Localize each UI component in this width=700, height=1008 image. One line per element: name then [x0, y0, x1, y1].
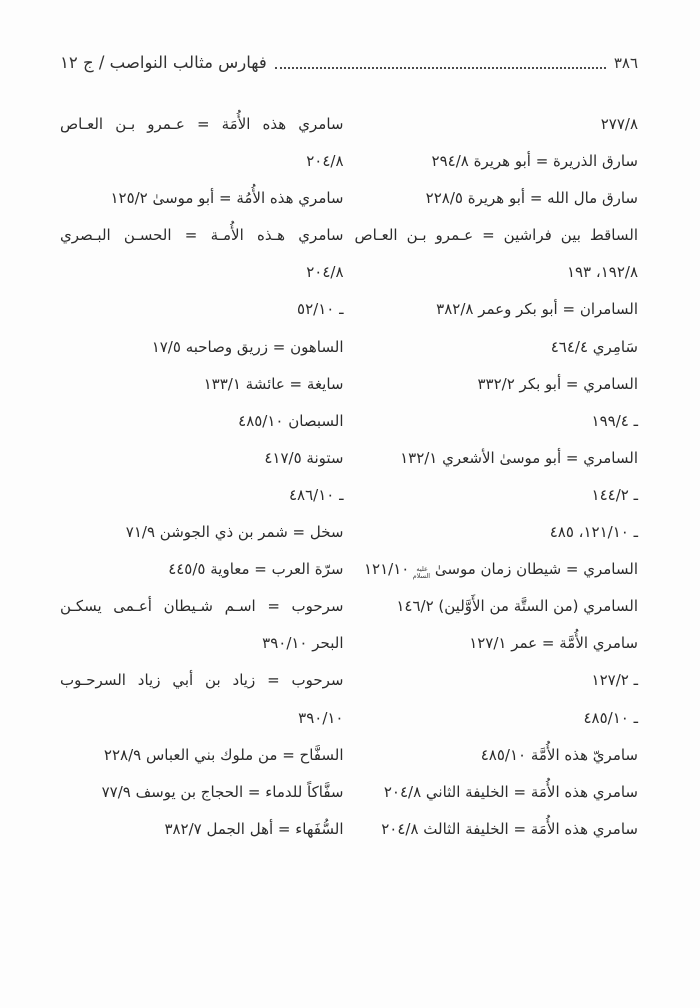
- index-entry: البحر ٣٩٠/١٠: [262, 634, 344, 653]
- page-reference: ١٢١/١٠: [364, 560, 410, 579]
- index-entry: سارق مال الله = أبو هريرة ٢٢٨/٥: [425, 189, 638, 208]
- index-entry: سامري هذه الأُمُة = أبو موسىٰ ١٢٥/٢: [110, 189, 344, 208]
- index-entry: سارق الذريرة = أبو هريرة ٢٩٤/٨: [431, 152, 638, 171]
- index-entry: سرحوب = زياد بن أبي زياد السرحـوب: [60, 671, 344, 690]
- book-title: فهارس مثالب النواصب / ج ١٢: [60, 53, 267, 72]
- index-entry: ـ ٤٨٦/١٠: [288, 485, 344, 504]
- index-entry: سَامِري ٤٦٤/٤: [550, 337, 638, 356]
- index-entry: ـ ١٢١/١٠، ٤٨٥: [549, 523, 638, 542]
- index-entry: السُّفَهاء = أهل الجمل ٣٨٢/٧: [164, 819, 344, 838]
- index-entry: ـ ٥٢/١٠: [297, 300, 344, 319]
- index-entry: السامران = أبو بكر وعمر ٣٨٢/٨: [436, 300, 638, 319]
- index-entry: سامري هذه الأُمَة = الخليفة الثالث ٢٠٤/٨: [381, 819, 638, 838]
- index-entry: [355, 551, 639, 588]
- index-entry: سفَّاكاً للدماء = الحجاج بن يوسف ٧٧/٩: [101, 782, 344, 801]
- index-entry: سامري الأُمَّة = عمر ١٢٧/١: [469, 634, 638, 653]
- index-entry: السامري = أبو موسىٰ الأشعري ١٣٢/١: [400, 448, 638, 467]
- index-entry: سامري هذه الأُمَة = الخليفة الثاني ٢٠٤/٨: [383, 782, 638, 801]
- index-entry: سرحوب = اسـم شـيطان أعـمى يسكـن: [60, 597, 344, 616]
- index-entry: الساقط بين فراشين = عـمرو بـن العـاص: [354, 226, 638, 245]
- index-entry: الساهون = زريق وصاحبه ١٧/٥: [151, 337, 344, 356]
- index-entry: ـ ١٤٤/٢: [591, 485, 638, 504]
- index-entry: سرّة العرب = معاوية ٤٤٥/٥: [168, 560, 344, 579]
- page-number: ٣٨٦: [613, 54, 638, 72]
- index-entry: سامريّ هذه الأُمَّة ٤٨٥/١٠: [480, 745, 638, 764]
- index-column-right: [355, 106, 639, 848]
- index-entry: ٢٧٧/٨: [600, 115, 638, 133]
- index-entry: ستونة ٤١٧/٥: [264, 448, 344, 467]
- index-entry-text: السامري = شيطان زمان موسىٰ: [434, 560, 638, 579]
- index-entry: سخل = شمر بن ذي الجوشن ٧١/٩: [125, 523, 344, 542]
- index-entry: السبصان ٤٨٥/١٠: [238, 411, 344, 430]
- index-entry: سامري هذه الأُمَة = عـمرو بـن العـاص: [60, 115, 344, 133]
- alayhis-salam-symbol: عليه السلام: [412, 564, 431, 581]
- index-entry: سايغة = عائشة ١٣٣/١: [203, 374, 344, 393]
- page-header: [60, 52, 638, 74]
- index-entry: ١٩٢/٨، ١٩٣: [566, 263, 638, 282]
- index-entry: السفَّاح = من ملوك بني العباس ٢٢٨/٩: [103, 745, 344, 764]
- index-entry: ٢٠٤/٨: [306, 263, 344, 282]
- index-entry: ـ ١٩٩/٤: [591, 411, 638, 430]
- index-entry: ٢٠٤/٨: [306, 152, 344, 171]
- index-column-left: [60, 106, 344, 848]
- index-entry: السامري = أبو بكر ٣٣٢/٢: [477, 374, 638, 393]
- index-entry: سامري هـذه الأُمـة = الحسـن البـصري: [60, 226, 344, 245]
- dotted-leader: [275, 66, 606, 69]
- index-entry: ـ ١٢٧/٢: [591, 671, 638, 690]
- index-entry: السامري (من الستَّة من الأَوَّلين) ١٤٦/٢: [396, 597, 638, 616]
- index-columns: [60, 106, 638, 848]
- index-entry: ٣٩٠/١٠: [298, 708, 344, 727]
- index-entry: ـ ٤٨٥/١٠: [583, 708, 638, 727]
